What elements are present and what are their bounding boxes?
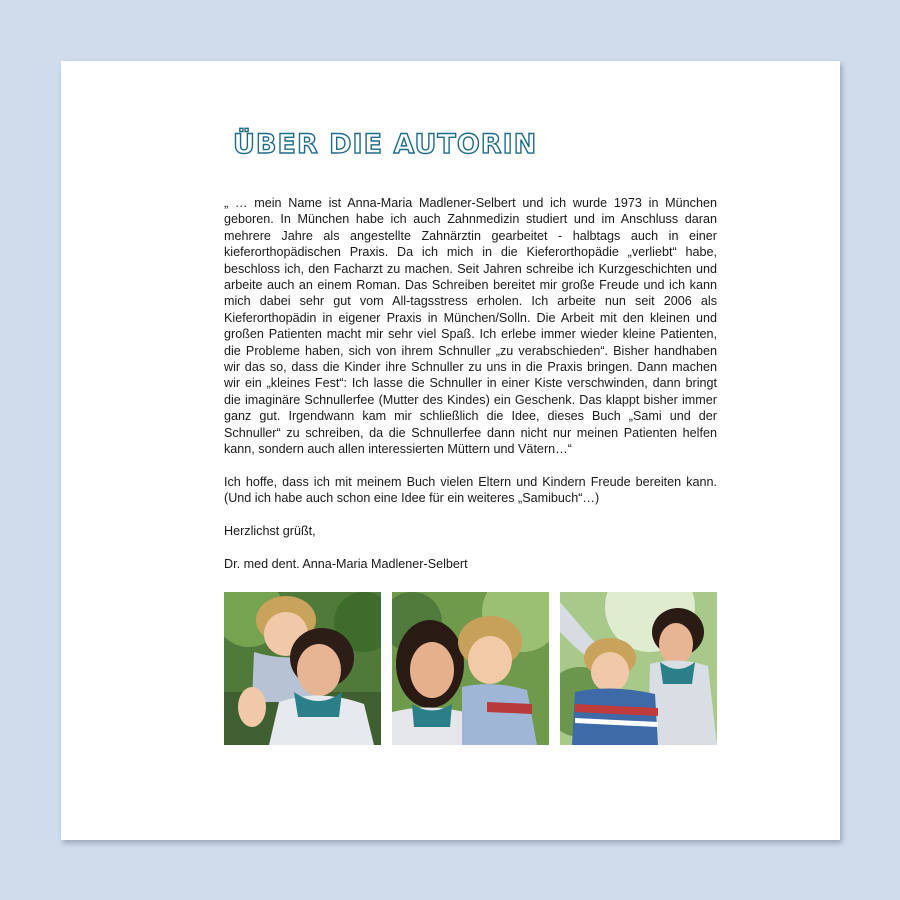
author-text: [224, 195, 717, 589]
photo-strip: [224, 592, 717, 745]
book-page: [61, 61, 840, 840]
greeting-line: Herzlichst grüßt,: [224, 524, 316, 539]
photo-mother-son-3: [560, 592, 717, 745]
signature-line: Dr. med dent. Anna-Maria Madlener-Selbert: [224, 556, 468, 571]
photo-mother-son-2: [392, 592, 549, 745]
hope-paragraph: Ich hoffe, dass ich mit meinem Buch vielen Eltern und Kindern Freude bereiten kann. (Und ich habe auch schon eine Idee für ein weiteres „Samibuch“…): [224, 474, 717, 506]
photo-mother-son-1: [224, 592, 381, 745]
intro-paragraph: „ … mein Name ist Anna-Maria Madlener-Selbert und ich wurde 1973 in München geboren. In München habe ich auch Zahnmedizin studiert und im Anschluss daran mehrere Jahre als angestellte Zahnärztin gearbeitet - halbtags auch in einer kieferorthopädischen Praxis. Da ich mich in die Kieferorthopädie „verliebt“ habe, beschloss ich, den Facharzt zu machen. Seit Jahren schreibe ich Kurzgeschichten und arbeite auch an einem Roman. Das Schreiben bereitet mir große Freude und ich kann mich dabei sehr gut vom All-tagsstress erholen. Ich arbeite nun seit 2006 als Kieferorthopädin in eigener Praxis in München/Solln. Die Arbeit mit den kleinen und großen Patienten macht mir sehr viel Spaß. Ich erlebe immer wieder kleine Patienten, die Probleme haben, sich von ihrem Schnuller „zu verabschieden“. Bisher handhaben wir das so, dass die Kinder ihre Schnuller zu uns in die Praxis bringen. Dann machen wir ein „kleines Fest“: Ich lasse die Schnuller in einer Kiste verschwinden, dann bringt die imaginäre Schnullerfee (Mutter des Kindes) ein Geschenk. Das klappt bisher immer ganz gut. Irgendwann kam mir schließlich die Idee, dieses Buch „Sami und der Schnuller“ zu schreiben, da die Schnullerfee dann nicht nur meinen Patienten helfen kann, sondern auch allen interessierten Müttern und Vätern…“: [224, 196, 717, 457]
page-title: ÜBER DIE AUTORIN: [233, 129, 538, 160]
